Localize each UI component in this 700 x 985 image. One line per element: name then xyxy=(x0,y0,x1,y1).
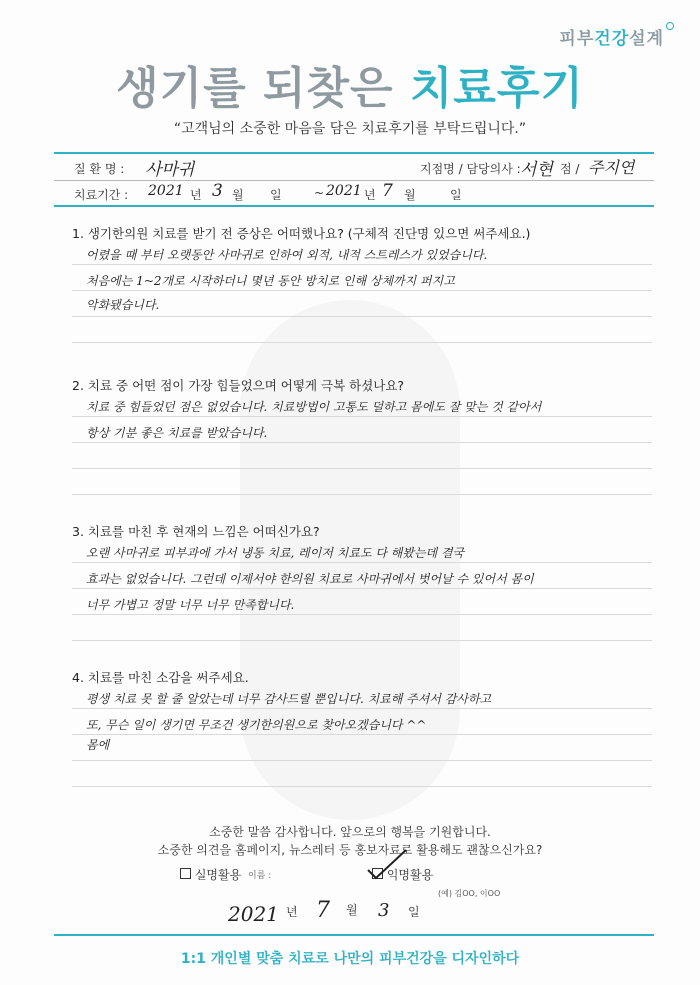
end-year: 2021 xyxy=(326,183,362,199)
answer-2-line-1: 치료 중 힘들었던 점은 없었습니다. 치료방법이 고통도 덜하고 몸에도 잘 맞는 것 같아서 xyxy=(86,400,542,414)
answer-3-line-3: 너무 가볍고 정말 너무 너무 만족합니다. xyxy=(86,598,295,612)
sign-month: 7 xyxy=(316,898,330,923)
disease-label: 질 환 명 : xyxy=(74,162,125,176)
real-name-option[interactable]: 실명활용 xyxy=(180,866,241,883)
end-day-word: 일 xyxy=(450,188,462,202)
period-label: 치료기간 : xyxy=(74,188,129,202)
answer-3-line-1: 오랜 사마귀로 피부과에 가서 냉동 치료, 레이저 치료도 다 해봤는데 결국 xyxy=(86,546,465,560)
answer-line xyxy=(72,760,652,761)
answer-line xyxy=(72,562,652,563)
sign-day: 3 xyxy=(378,900,390,921)
name-label: 이름 : xyxy=(248,871,272,881)
branch-suffix: 점 / xyxy=(560,162,580,176)
disease-value: 사마귀 xyxy=(145,160,195,180)
answer-3-line-2: 효과는 없었습니다. 그런데 이제서야 한의원 치료로 사마귀에서 벗어날 수 있어서 몸이 xyxy=(86,572,534,586)
header-bottom-rule xyxy=(54,205,654,207)
answer-1-line-3: 악화됐습니다. xyxy=(86,298,160,312)
sign-year: 2021 xyxy=(228,902,279,926)
footer-rule xyxy=(54,934,654,936)
period-tilde: ~ xyxy=(314,186,325,200)
answer-4-line-3: 몸에 xyxy=(86,738,110,752)
page-subtitle: “고객님의 소중한 마음을 담은 치료후기를 부탁드립니다.” xyxy=(173,121,527,137)
answer-2-line-2: 항상 기분 좋은 치료를 받았습니다. xyxy=(86,426,268,440)
branch-value: 서현 xyxy=(520,160,553,180)
page-title: 생기를 되찾은 치료후기 xyxy=(116,63,584,114)
branch-label: 지점명 / 담당의사 : xyxy=(420,162,521,176)
answer-line xyxy=(72,786,652,787)
answer-line xyxy=(72,416,652,417)
answer-1-line-1: 어렸을 때 부터 오랫동안 사마귀로 인하여 외적, 내적 스트레스가 있었습니다. xyxy=(86,248,488,262)
question-4-label: 4. 치료를 마친 소감을 써주세요. xyxy=(72,670,249,685)
end-month: 7 xyxy=(382,181,393,201)
consent-question: 소중한 의견을 홈페이지, 뉴스레터 등 홍보자료로 활용해도 괜찮으신가요? xyxy=(157,843,543,857)
answer-line xyxy=(72,442,652,443)
question-1-label: 1. 생기한의원 치료를 받기 전 증상은 어떠했나요? (구체적 진단명 있으면 써주세요.) xyxy=(72,226,531,241)
answer-1-line-2: 처음에는 1~2개로 시작하더니 몇년 동안 방치로 인해 상체까지 퍼지고 xyxy=(86,274,455,288)
start-month-word: 월 xyxy=(232,188,244,202)
header-mid-rule xyxy=(54,180,654,181)
end-year-word: 년 xyxy=(364,188,376,202)
end-month-word: 월 xyxy=(404,188,416,202)
answer-line xyxy=(72,708,652,709)
answer-line xyxy=(72,342,652,343)
answer-4-line-1: 평생 치료 못 할 줄 알았는데 너무 감사드릴 뿐입니다. 치료해 주셔서 감사하고 xyxy=(86,692,492,706)
example-text: (예) 김OO, 이OO xyxy=(438,889,501,898)
sign-month-word: 월 xyxy=(346,903,358,917)
brand-logo: 피부건강설계 xyxy=(559,29,664,49)
start-year-word: 년 xyxy=(190,188,202,202)
question-3-label: 3. 치료를 마친 후 현재의 느낌은 어떠신가요? xyxy=(72,524,320,539)
answer-line xyxy=(72,614,652,615)
answer-line xyxy=(72,640,652,641)
doctor-value: 주지연 xyxy=(588,158,635,177)
answer-line xyxy=(72,734,652,735)
brand-dot-icon xyxy=(666,22,674,30)
answer-line xyxy=(72,264,652,265)
start-year: 2021 xyxy=(148,183,184,199)
thanks-text: 소중한 말씀 감사합니다. 앞으로의 행복을 기원합니다. xyxy=(209,825,491,839)
header-top-rule xyxy=(54,152,654,154)
sign-day-word: 일 xyxy=(408,905,420,919)
sign-year-word: 년 xyxy=(286,905,298,919)
answer-line xyxy=(72,290,652,291)
real-name-checkbox[interactable] xyxy=(180,868,191,879)
start-month: 3 xyxy=(212,181,223,201)
anonymous-option[interactable]: 익명활용 xyxy=(372,866,433,883)
question-2-label: 2. 치료 중 어떤 점이 가장 힘들었으며 어떻게 극복 하셨나요? xyxy=(72,378,405,393)
answer-4-line-2: 또, 무슨 일이 생기면 무조건 생기한의원으로 찾아오겠습니다 ^^ xyxy=(86,718,427,732)
bottom-message: 1:1 개인별 맞춤 치료로 나만의 피부건강을 디자인하다 xyxy=(180,951,520,967)
start-day-word: 일 xyxy=(270,188,282,202)
answer-line xyxy=(72,588,652,589)
checkmark-icon xyxy=(364,846,410,882)
answer-line xyxy=(72,468,652,469)
answer-line xyxy=(72,494,652,495)
answer-line xyxy=(72,316,652,317)
